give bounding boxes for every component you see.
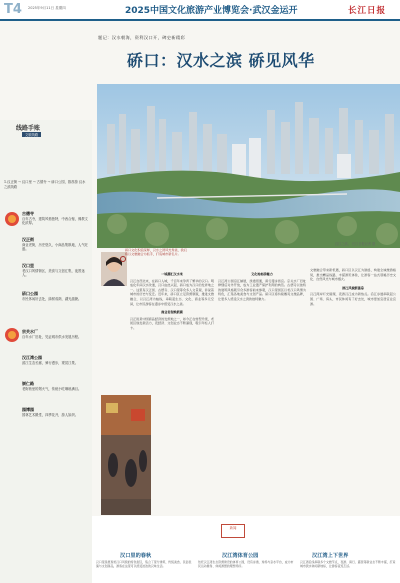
bottom-article-title: 汉江湾上下世界: [312, 553, 349, 559]
item-name: 汉口里: [22, 263, 34, 268]
sidebar-subtitle: 文旅线路: [22, 132, 41, 137]
bottom-article-text: 汉江湾沿线串联多个文旅节点，夜游、骑行、露营等新业态不断丰富，打造城市滨水休闲新地标，让游客流连忘返。: [300, 560, 396, 569]
item-text: 商业老街，历史悠久，小商品集散地，人气旺盛。: [22, 242, 88, 252]
page-header: [0, 0, 400, 21]
route-badge-icon: [5, 212, 19, 226]
item-name: 汉正街: [22, 237, 34, 242]
item-name: 汉江湾公园: [22, 355, 42, 360]
item-text: 百年水厂旧址，见证城市供水发展历程。: [22, 334, 82, 339]
bottom-article-text: 汉口里是展现老汉口风貌的特色街区，集合了里分建筑、传统美食、民俗表演与文创商品，游客在这里可以感受浓浓的汉味生活。: [96, 560, 192, 569]
item-name: 园博园: [22, 407, 34, 412]
item-name: 硚口公园: [22, 291, 38, 296]
section-heading: 一城潮汇汉水来: [161, 272, 183, 276]
sidebar-item: [22, 238, 88, 252]
issue-date: 2025年9月11日 星期四: [28, 6, 66, 10]
section-heading: 文化地标添魅力: [251, 272, 273, 276]
item-text: 老街巷里的烟火气，传统小吃琳琅满目。: [22, 386, 82, 391]
route-badge-icon: [5, 328, 19, 342]
sidebar-item: [22, 264, 88, 278]
hero-caption: 汉江之滨。 长江日报记者 摄: [335, 242, 376, 246]
sidebar-item: [22, 212, 88, 226]
paragraph: 汉江自西北来，在硚口入城，千百年来孕育了繁华的汉口。明成化年间汉水改道，汉口由此兴起，硚口成为汉口的发祥地之一。这里有汉正街、古德寺、汉口里等众多人文景观，诉说着城市的历史与变迁。近年来，硚口区立足资源禀赋，推进文旅融合，以汉江湾为轴线，串联起生态、文化、商业等多元空间，让市民游客在漫步中感受汉水之美。: [130, 278, 214, 306]
street-photo: [101, 395, 151, 515]
item-text: 老汉口风情街区，美食与文创汇集，夜景迷人。: [22, 268, 85, 278]
section-heading: 滨江风貌新画卷: [342, 285, 364, 290]
sidebar: [0, 120, 92, 583]
item-text: 园林艺术殿堂，四季花开，游人如织。: [22, 412, 79, 417]
text-column-2: [218, 268, 306, 516]
sidebar-lead: 1.汉正街 → 汉口里 → 古德寺 → 硚口公园，推荐游 汉水之滨线路: [4, 180, 86, 189]
article-subhead: 题记：汉水朝海，资利汉口开，碑史新精彩: [98, 35, 186, 40]
paragraph: 文旅融合带来新机遇，硚口区以汉江为脉络，构建全域旅游格局，推出精品线路，丰富游览体验，让游客一站式领略历史文化、自然风光与城市烟火。: [310, 268, 396, 282]
item-text: 市民休闲好去处，绿树成荫，湖光潋滟。: [22, 296, 82, 301]
newspaper-logo: 长江日报: [348, 6, 387, 16]
sidebar-title: 线路手账: [16, 125, 41, 132]
sidebar-item: [22, 382, 88, 391]
sidebar-item: [22, 292, 88, 301]
section-headline: 2025中国文化旅游产业博览会·武汉金运开: [125, 6, 298, 16]
section-stamp: 新闻: [221, 524, 245, 538]
article-title: 硚口：汉水之滨 硚见风华: [127, 51, 315, 70]
bottom-article-text: 依托汉江湾生态资源建设的体育公园，设有步道、球场与亲水平台，成为市民运动健身、休闲游憩的理想场所。: [198, 560, 294, 569]
item-name: 崇仁路: [22, 381, 34, 386]
page-number: T4: [4, 2, 22, 17]
item-text: 滨江生态长廊，骑行漫步，观赏江景。: [22, 360, 79, 365]
item-text: 百年古寺，建筑风格独特，中西合璧，佛教文化浓厚。: [22, 216, 88, 226]
item-name: 古德寺: [22, 211, 34, 216]
paragraph: 汉江两岸灯光璀璨，夜游汉江成为新热点。沿江步道串联起公园、广场、码头，市民休闲有了好去处，城市更加宜居宜业宜游。: [310, 292, 396, 306]
sidebar-item: [22, 330, 88, 339]
bottom-article-title: 汉口里的春秋: [120, 553, 152, 559]
text-column-3: [310, 268, 396, 516]
paragraph: 汉江湾公园沿江铺展，绿道贯通，骑行漫步皆宜。宗关水厂旧址修缮后对外开放，成为工业遗产保护利用的典范。古德寺以独特的建筑风格吸引众多游客前来参观，汉口里街区以老汉口风情为特色，汇集各地美食与文创产品。硚口区将持续擦亮文旅品牌，让更多人感受汉水之滨的独特魅力。: [218, 278, 306, 301]
author-quote: 硚口文化积淀深厚，汉水之滨风光秀美，我们将以文旅融合为抓手，打造城市新名片。: [123, 248, 187, 318]
section-heading: 商业老街焕新颜: [161, 310, 183, 315]
sidebar-item: [22, 356, 88, 365]
sidebar-item: [22, 408, 88, 417]
item-name: 宗关水厂: [22, 329, 38, 334]
bottom-article-title: 汉江湾体育公园: [222, 553, 259, 559]
hero-photo: [97, 84, 400, 248]
paragraph: 汉正街是中国商品经济的发源地之一，如今正在转型升级，老街区焕发新活力，夜经济、文创业态不断涌现，吸引年轻人打卡。: [130, 316, 214, 330]
